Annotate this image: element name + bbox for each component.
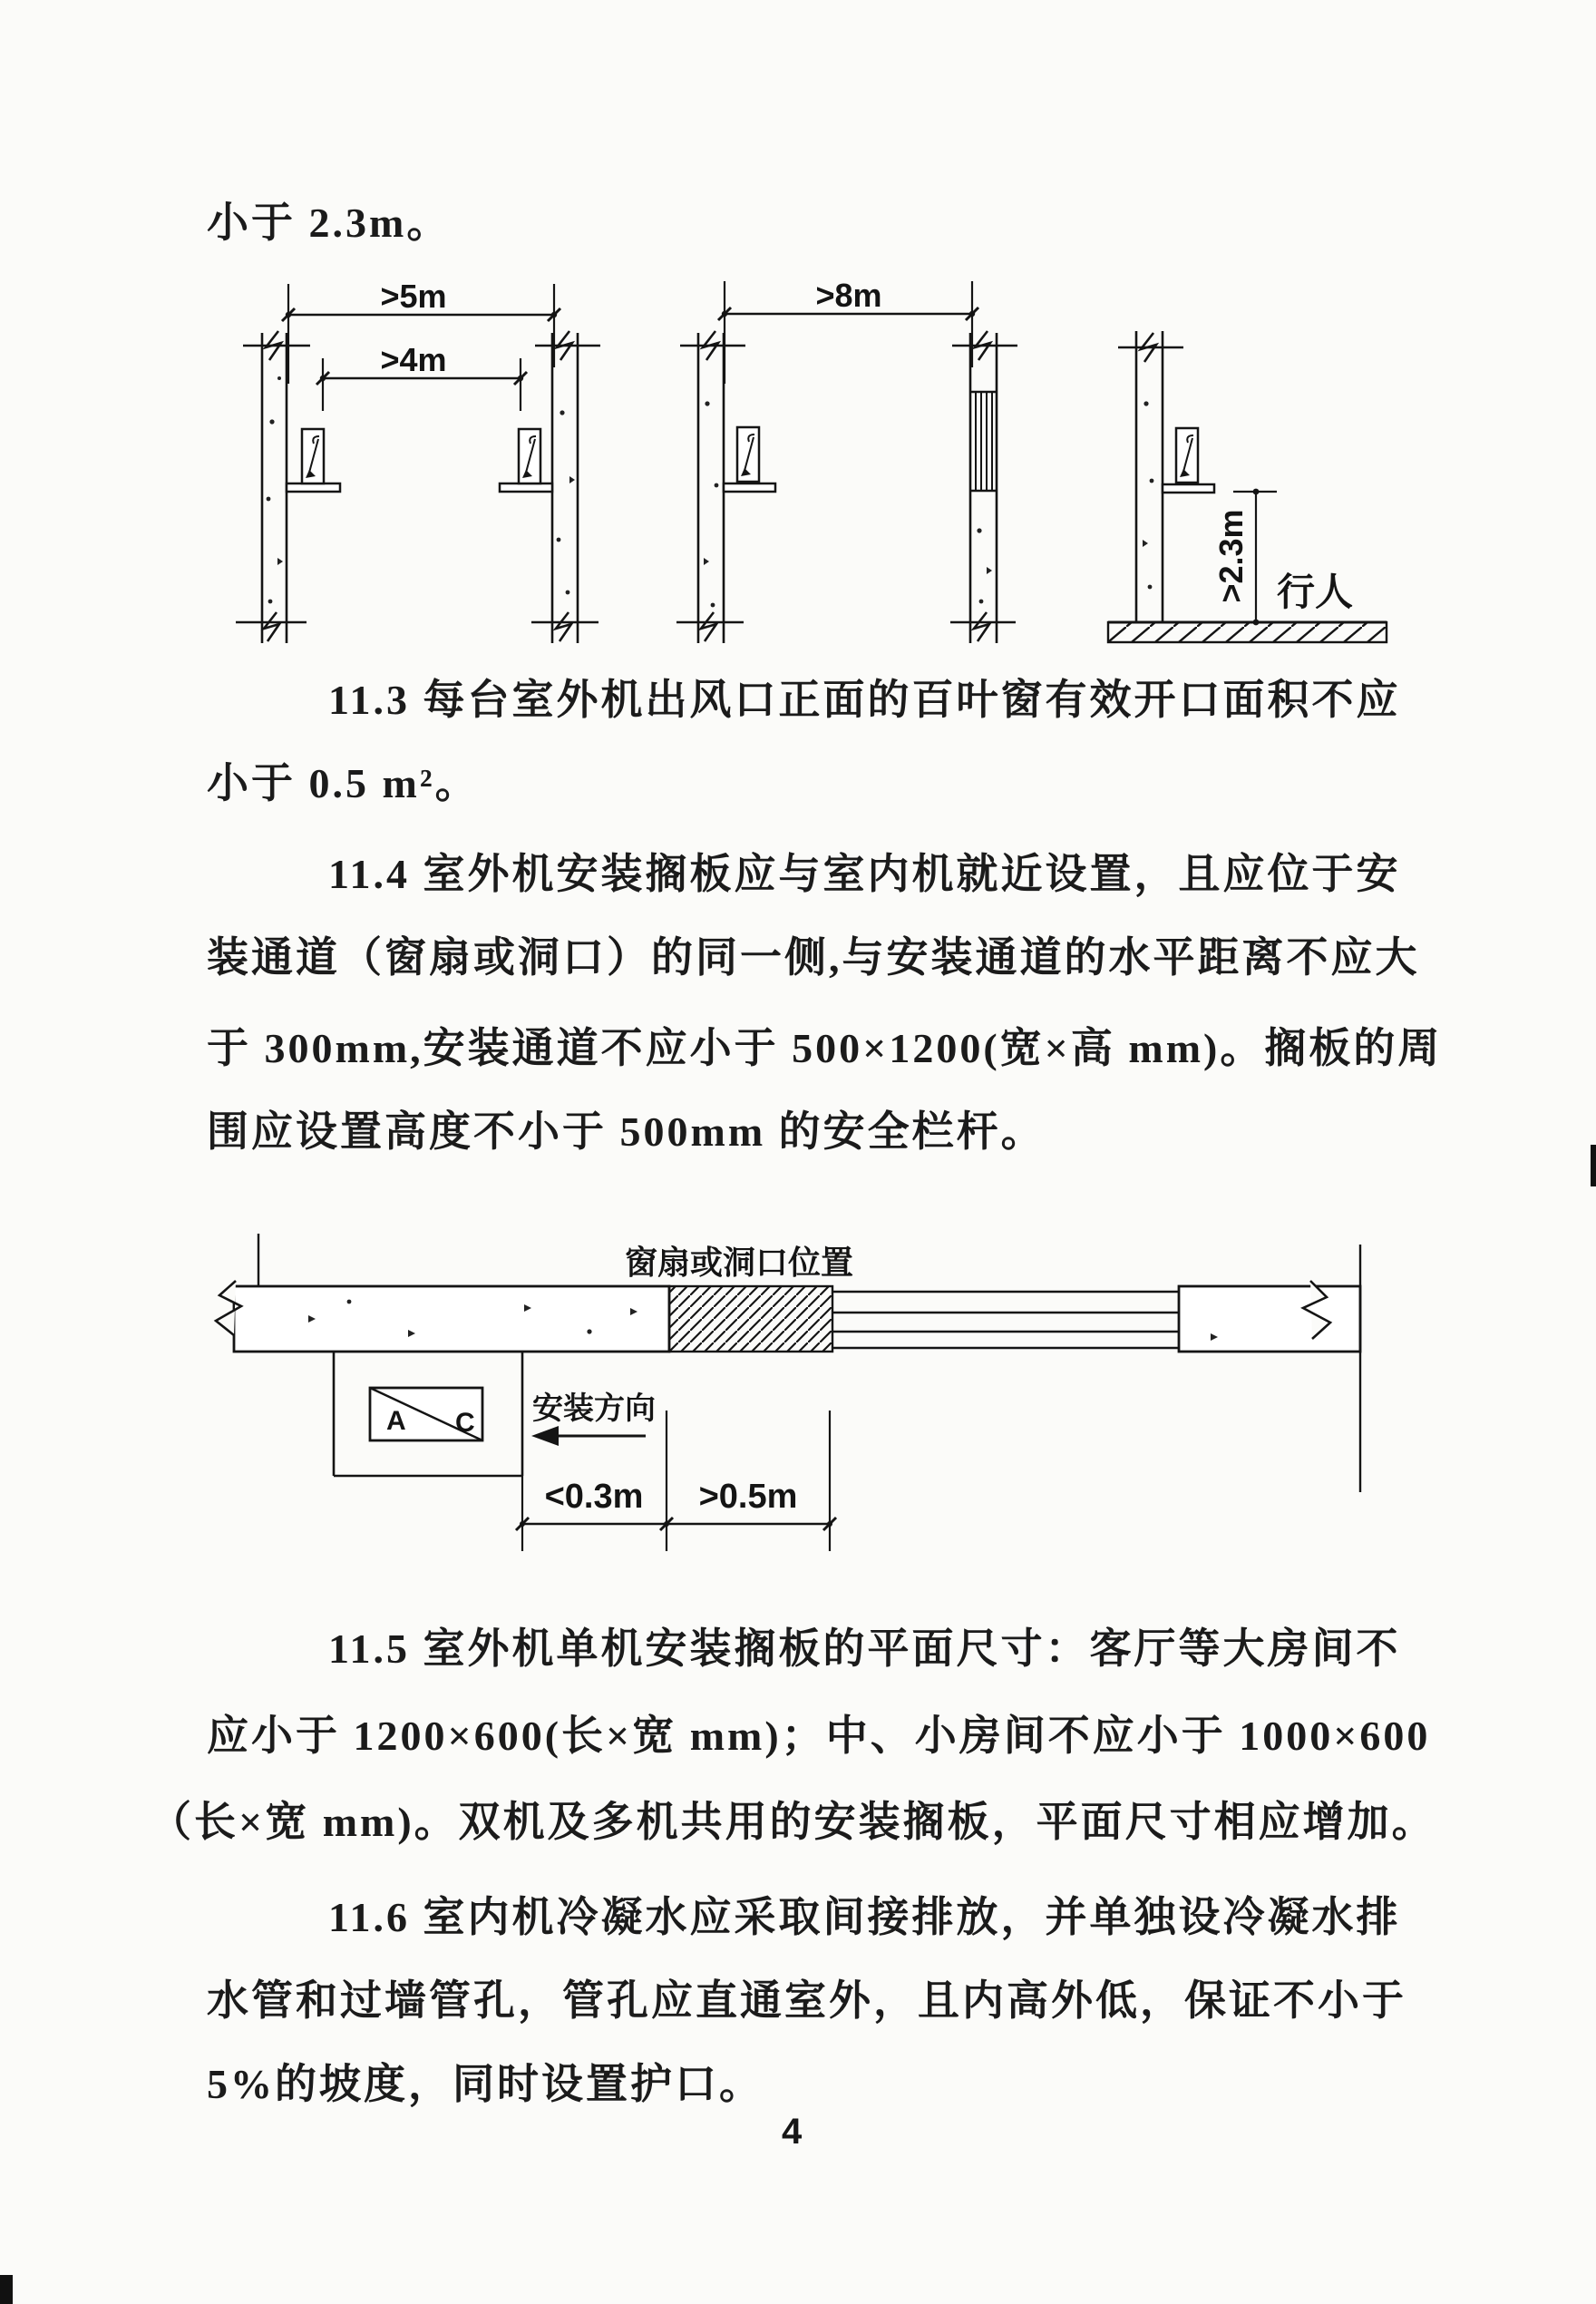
paragraph-line: 11.3 每台室外机出风口正面的百叶窗有效开口面积不应 bbox=[328, 677, 1401, 723]
outdoor-unit-2 bbox=[519, 429, 540, 483]
shelf-2 bbox=[500, 483, 552, 492]
outdoor-unit-3 bbox=[737, 427, 759, 482]
unit-letter-c: C bbox=[455, 1408, 475, 1438]
dimension-4m-label: >4m bbox=[380, 341, 447, 378]
unit-letter-a: A bbox=[386, 1406, 406, 1436]
outdoor-unit-plan bbox=[370, 1388, 482, 1440]
wall-street bbox=[1118, 331, 1183, 623]
figure-installation-plan bbox=[136, 1225, 1442, 1569]
dimension-0-3m-label: <0.3m bbox=[544, 1478, 644, 1516]
paragraph-line: 小于 0.5 m²。 bbox=[207, 760, 480, 806]
dimension-0-5m-label: >0.5m bbox=[698, 1478, 798, 1516]
paragraph-line: 围应设置高度不小于 500mm 的安全栏杆。 bbox=[207, 1108, 1046, 1155]
scan-artifact bbox=[1591, 1145, 1596, 1186]
scan-artifact bbox=[0, 2275, 13, 2304]
dimension-5m-label: >5m bbox=[380, 278, 447, 315]
wall-right-plan bbox=[1179, 1245, 1360, 1492]
shelf-1 bbox=[287, 483, 340, 492]
paragraph-line: 5%的坡度，同时设置护口。 bbox=[207, 2061, 764, 2107]
figure-clearance-elevations bbox=[136, 268, 1442, 685]
shelf-3 bbox=[724, 483, 775, 492]
paragraph-line: 装通道（窗扇或洞口）的同一侧,与安装通道的水平距离不应大 bbox=[207, 934, 1420, 981]
paragraph-line: （长×宽 mm)。双机及多机共用的安装搁板，平面尺寸相应增加。 bbox=[150, 1799, 1436, 1845]
outdoor-unit-1 bbox=[302, 429, 324, 483]
paragraph-line: 11.5 室外机单机安装搁板的平面尺寸：客厅等大房间不 bbox=[328, 1625, 1401, 1672]
paragraph-line: 11.4 室外机安装搁板应与室内机就近设置，且应位于安 bbox=[328, 851, 1401, 897]
page-number: 4 bbox=[782, 2112, 803, 2152]
shelf-street bbox=[1163, 484, 1214, 493]
window-lines bbox=[832, 1292, 1179, 1348]
dimension-8m-label: >8m bbox=[815, 277, 882, 314]
dimension-2-3m-label: >2.3m bbox=[1212, 509, 1250, 603]
dimension-2-3m bbox=[1212, 489, 1277, 626]
paragraph-line: 11.6 室内机冷凝水应采取间接排放，并单独设冷凝水排 bbox=[328, 1894, 1401, 1940]
opening-position-label: 窗扇或洞口位置 bbox=[624, 1244, 854, 1281]
wall-louvered bbox=[950, 331, 1017, 643]
paragraph-line: 水管和过墙管孔，管孔应直通室外，且内高外低，保证不小于 bbox=[207, 1977, 1406, 2024]
paragraph-line: 应小于 1200×600(长×宽 mm)；中、小房间不应小于 1000×600 bbox=[207, 1713, 1431, 1759]
dimension-8m bbox=[718, 277, 978, 384]
louver-lines bbox=[976, 392, 992, 491]
pedestrian-label: 行人 bbox=[1276, 571, 1354, 613]
slab-plan bbox=[216, 1281, 669, 1352]
opening-hatch bbox=[669, 1286, 832, 1352]
dimension-4m bbox=[316, 341, 527, 411]
paragraph-line: 小于 2.3m。 bbox=[207, 200, 452, 246]
outdoor-unit-street bbox=[1176, 428, 1198, 483]
ground-hatch bbox=[1108, 622, 1387, 642]
plan-dimensions bbox=[516, 1411, 836, 1551]
direction-label: 安装方向 bbox=[532, 1391, 656, 1426]
direction-arrow bbox=[531, 1426, 646, 1446]
paragraph-line: 于 300mm,安装通道不应小于 500×1200(宽×高 mm)。搁板的周 bbox=[207, 1025, 1443, 1071]
